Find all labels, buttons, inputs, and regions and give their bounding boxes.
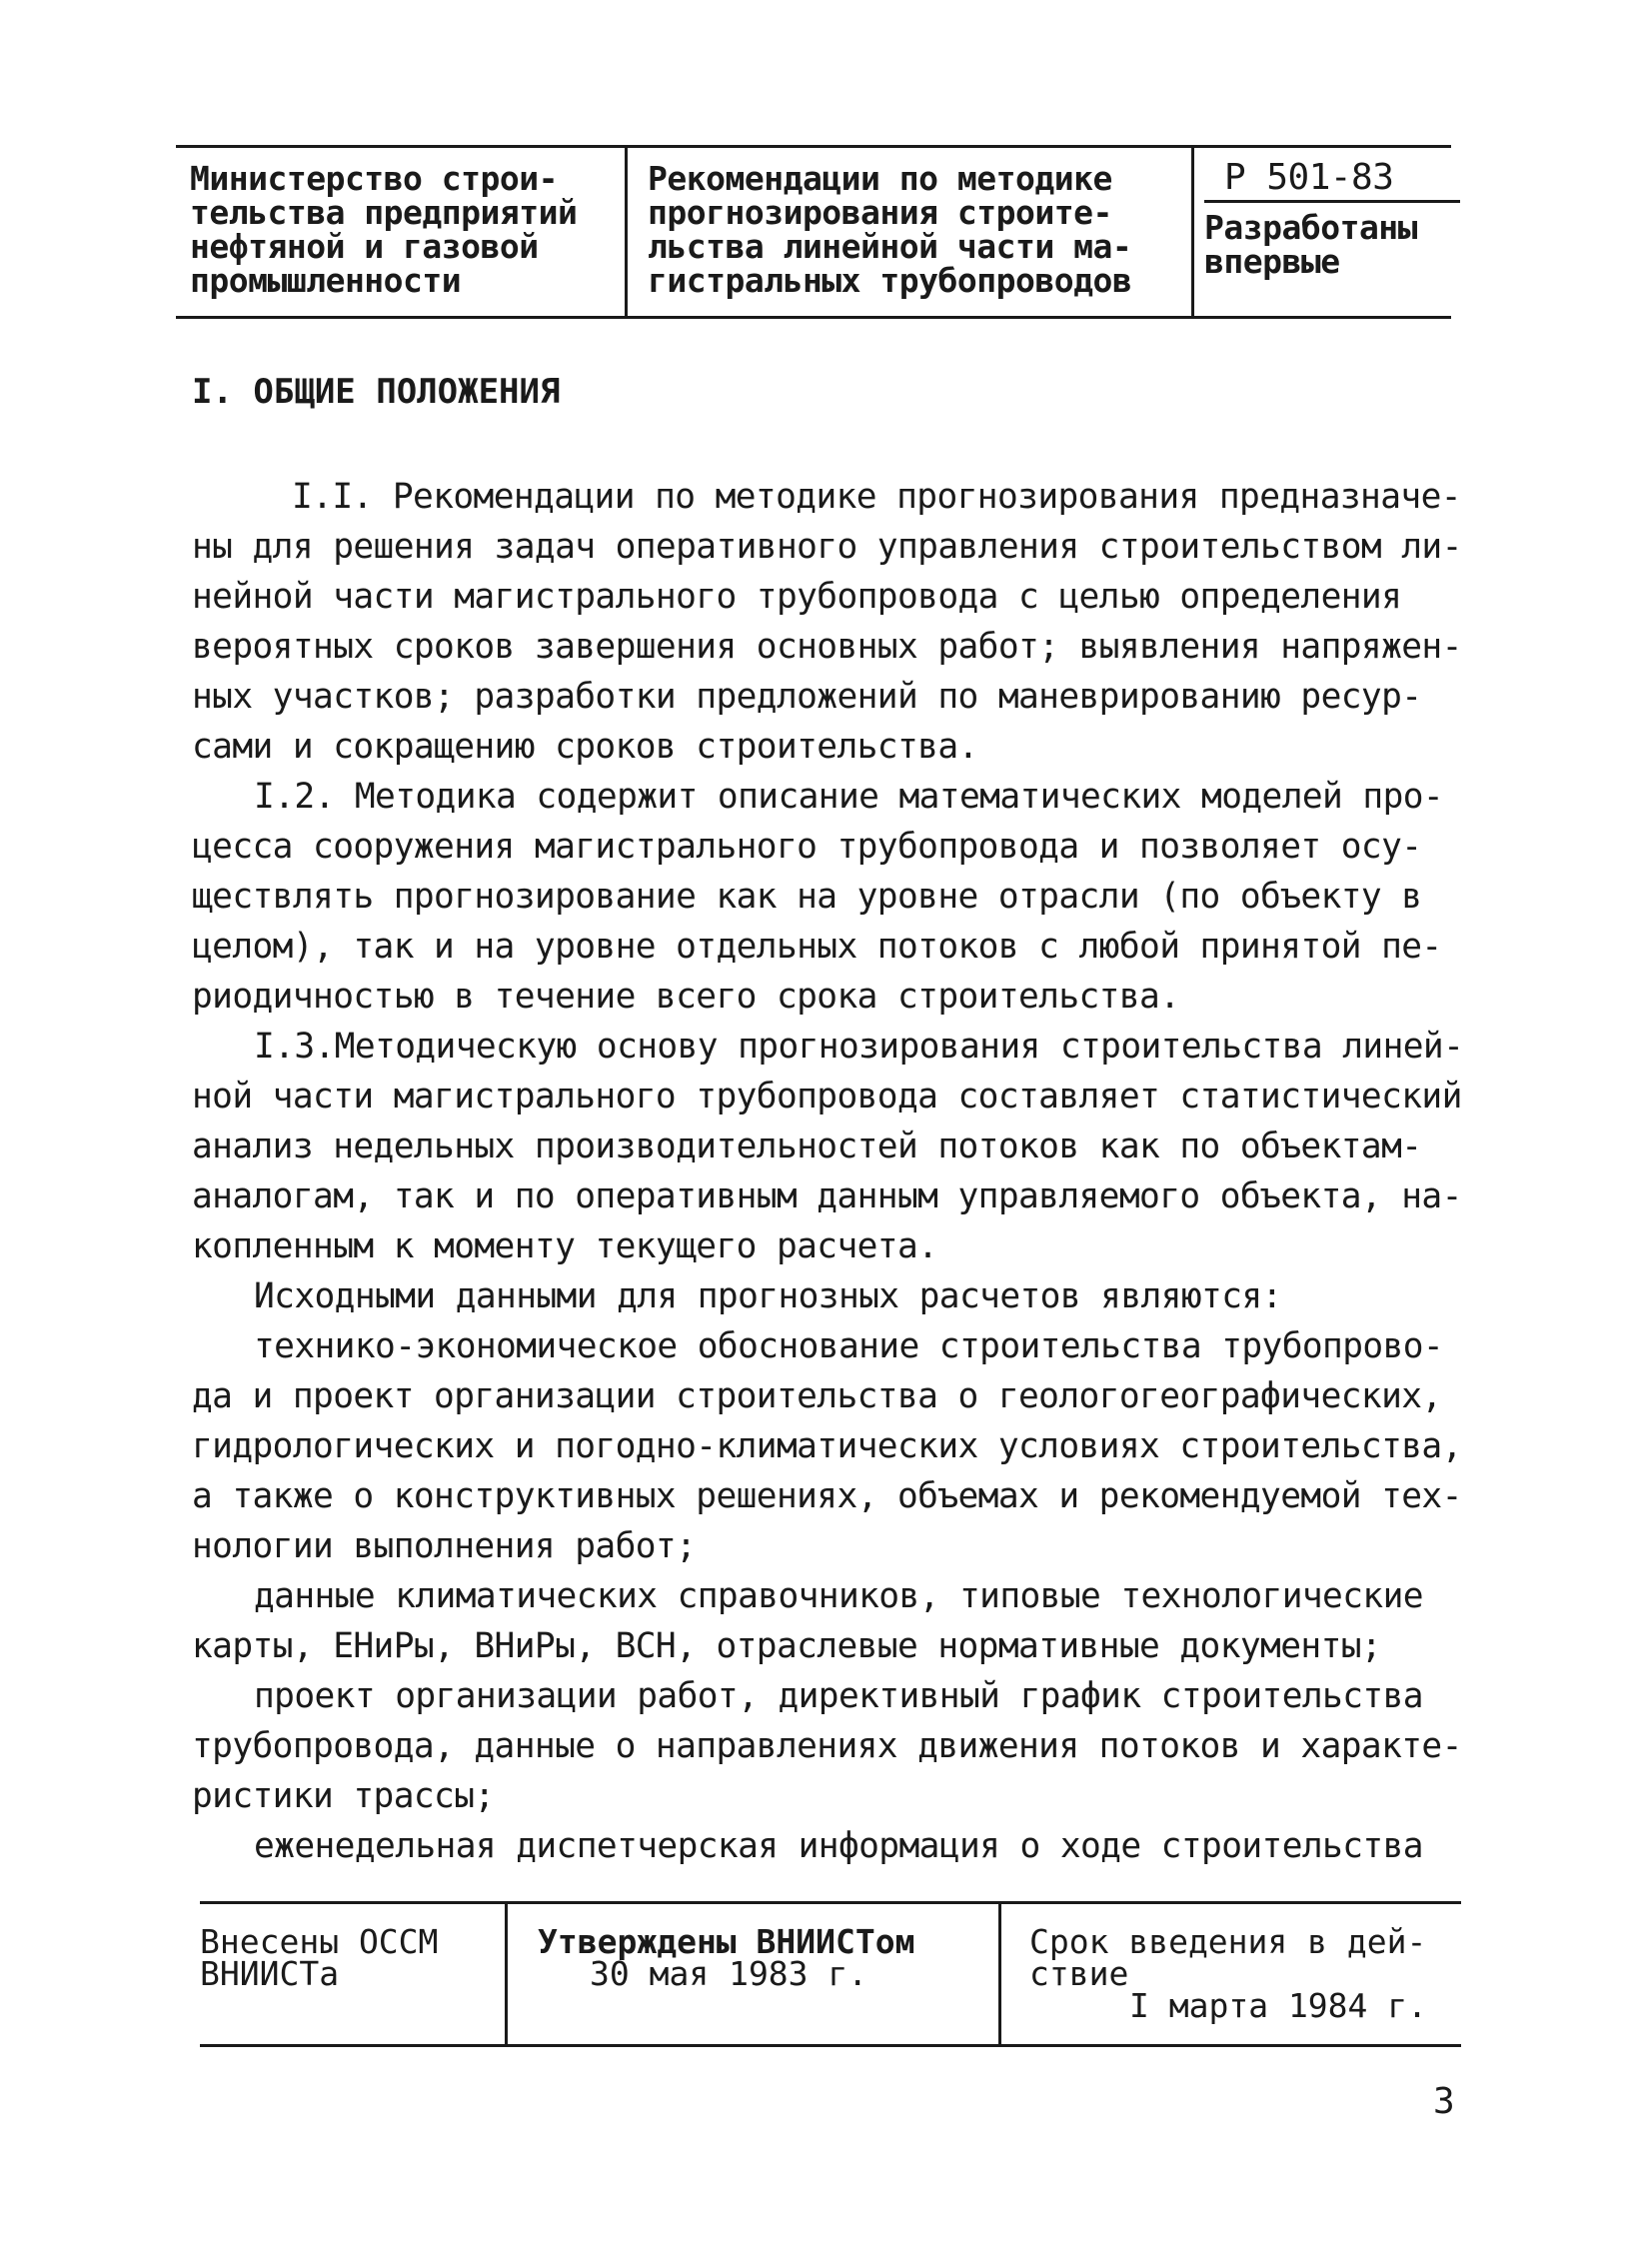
footer-table (200, 1901, 1461, 2047)
body-line: еженедельная диспетчерская информация о ходе строительства (254, 1826, 1423, 1866)
status-line: Разработаны (1204, 208, 1418, 247)
body-line: ных участков; разработки предложений по маневрированию ресур- (192, 677, 1422, 717)
header-table (176, 145, 1451, 319)
document-code: Р 501-83 (1204, 156, 1460, 203)
effective-date: I марта 1984 г. (1129, 1986, 1428, 2025)
body-line: ристики трассы; (192, 1776, 495, 1816)
submitted-line: Внесены ОССМ (200, 1922, 439, 1961)
body-line: карты, ЕНиРы, ВНиРы, ВСН, отраслевые нормативные документы; (192, 1626, 1382, 1666)
submitted-line: ВНИИСТа (200, 1954, 340, 1993)
body-line: ны для решения задач оперативного управления строительством ли- (192, 527, 1462, 567)
ministry-line: тельства предприятий (190, 193, 578, 232)
approved-line: Утверждены ВНИИСТом (538, 1922, 915, 1961)
header-document-title (628, 148, 1194, 316)
body-line: а также о конструктивных решениях, объемах и рекомендуемой тех- (192, 1476, 1462, 1516)
body-line: проект организации работ, директивный график строительства (254, 1676, 1423, 1716)
title-line: гистральных трубопроводов (648, 261, 1132, 300)
body-line: технико-экономическое обоснование строительства трубопрово- (254, 1326, 1444, 1366)
body-line: ществлять прогнозирование как на уровне отрасли (по объекту в (192, 877, 1422, 917)
body-line: ной части магистрального трубопровода составляет статистический (192, 1077, 1462, 1117)
ministry-line: промышленности (190, 261, 462, 300)
body-line: вероятных сроков завершения основных работ; выявления напряжен- (192, 627, 1462, 667)
body-line: копленным к моменту текущего расчета. (192, 1226, 938, 1266)
ministry-line: Министерство строи- (190, 159, 558, 198)
body-line: целом), так и на уровне отдельных потоков с любой принятой пе- (192, 927, 1442, 967)
body-text (192, 472, 1481, 1871)
document-status (1204, 203, 1451, 279)
body-line: цесса сооружения магистрального трубопровода и позволяет осу- (192, 827, 1422, 867)
body-line: аналогам, так и по оперативным данным управляемого объекта, на- (192, 1176, 1462, 1216)
footer-effective (1001, 1904, 1461, 2044)
footer-submitted (200, 1904, 508, 2044)
body-line: риодичностью в течение всего срока строительства. (192, 977, 1180, 1017)
body-line: да и проект организации строительства о геологогеографических, (192, 1376, 1442, 1416)
body-line: гидрологических и погодно-климатических условиях строительства, (192, 1426, 1462, 1466)
title-line: льства линейной части ма- (648, 227, 1132, 266)
section-heading: I. ОБЩИЕ ПОЛОЖЕНИЯ (192, 372, 561, 412)
effective-line: Срок введения в дей- (1029, 1922, 1427, 1961)
body-line: I.I. Рекомендации по методике прогнозирования предназначе- (292, 477, 1461, 517)
header-ministry (176, 148, 628, 316)
body-line: нейной части магистрального трубопровода с целью определения (192, 577, 1402, 617)
approved-date: 30 мая 1983 г. (590, 1954, 868, 1993)
header-code-cell (1194, 148, 1451, 316)
body-line: трубопровода, данные о направлениях движения потоков и характе- (192, 1726, 1462, 1766)
page-number: 3 (1433, 2081, 1455, 2122)
body-line: данные климатических справочников, типовые технологические (254, 1576, 1423, 1616)
body-line: анализ недельных производительностей потоков как по объектам- (192, 1126, 1422, 1166)
body-line: I.2. Методика содержит описание математических моделей про- (254, 777, 1444, 817)
title-line: прогнозирования строите- (648, 193, 1112, 232)
footer-approved (508, 1904, 1001, 2044)
ministry-line: нефтяной и газовой (190, 227, 539, 266)
effective-line: ствие (1029, 1954, 1129, 1993)
title-line: Рекомендации по методике (648, 159, 1112, 198)
body-line: I.3.Методическую основу прогнозирования строительства линей- (254, 1027, 1464, 1067)
body-line: Исходными данными для прогнозных расчетов являются: (254, 1276, 1282, 1316)
body-line: нологии выполнения работ; (192, 1526, 697, 1566)
body-line: сами и сокращению сроков строительства. (192, 727, 978, 767)
status-line: впервые (1204, 242, 1340, 281)
